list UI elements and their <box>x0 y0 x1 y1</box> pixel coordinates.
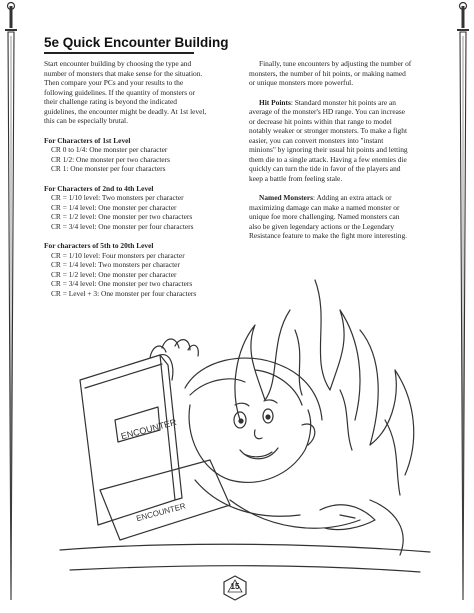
left-column <box>44 59 232 298</box>
intro-line: following guidelines. If the quantity of monsters or <box>44 87 196 97</box>
hit-points-line: keep a battle from feeling stale. <box>249 173 343 183</box>
finally-line: or unique monsters more powerful. <box>249 78 354 87</box>
named-monsters-line: also be given legendary actions or the Legendary <box>249 221 395 231</box>
hit-points-line: notably weaker or stronger monsters. To make a fight <box>249 126 407 135</box>
page-title: 5e Quick Encounter Building <box>44 35 229 50</box>
guideline-item: CR 1/2: One monster per two characters <box>51 154 171 164</box>
guideline-item: CR = 1/10 level: Four monsters per character <box>51 250 185 260</box>
right-column <box>249 59 445 241</box>
guideline-item: CR = 1/2 level: One monster per two characters <box>51 212 193 221</box>
hit-points-line: : Standard monster hit points are an <box>290 97 396 107</box>
hit-points-line: them die to a single attack. Having a few enemies die <box>249 154 407 164</box>
page-number-badge <box>222 575 248 601</box>
character-with-book-illustration <box>40 270 440 588</box>
named-monsters-line: maximizing damage can make a named monster or <box>249 202 400 212</box>
intro-line: guidelines, the encounter might be deadly. At 1st level, <box>44 106 207 116</box>
named-monsters-line: Resistance feature to make the fight more interesting. <box>249 231 408 240</box>
section-heading-1st-level: For Characters of 1st Level <box>44 135 131 145</box>
right-sword-border <box>456 0 470 613</box>
hit-points-line: average of the monster's HD range. You can increase <box>249 107 406 116</box>
hit-points-first-line <box>249 98 445 108</box>
guideline-item: CR = 1/10 level: Two monsters per character <box>51 193 184 202</box>
guideline-item: CR = 3/4 level: One monster per two characters <box>51 279 193 288</box>
hit-points-line: minions" by ignoring their usual hit points and letting <box>249 145 408 154</box>
left-sword-border <box>4 0 18 613</box>
hit-points-line: or decrease hit points within that range to model <box>249 116 392 126</box>
intro-line: Start encounter building by choosing the type and <box>44 59 192 68</box>
book-cover-text: ENCOUNTER <box>135 501 187 524</box>
named-monsters-paragraph <box>249 193 445 241</box>
hit-points-line: easier, you can convert monsters into "instant <box>249 135 384 145</box>
intro-line: their challenge rating is beyond the indicated <box>44 97 177 106</box>
guideline-item: CR = 3/4 level: One monster per four characters <box>51 221 194 231</box>
guideline-item: CR = 1/4 level: Two monsters per character <box>51 260 180 269</box>
section-heading-5th-20th-level: For characters of 5th to 20th Level <box>44 241 154 250</box>
intro-paragraph <box>44 59 232 126</box>
named-monsters-line: unique foe more challenging. Named monsters can <box>249 212 400 221</box>
book-front-text: ENCOUNTER <box>119 417 178 442</box>
intro-line: number of monsters that make sense for the situation. <box>44 68 203 78</box>
hit-points-label: Hit Points <box>259 97 291 107</box>
guideline-item: CR = 1/2 level: One monster per character <box>51 269 177 279</box>
hit-points-paragraph <box>249 98 445 184</box>
finally-line: monsters, the number of hit points, or making named <box>249 68 406 78</box>
finally-paragraph <box>249 59 445 88</box>
finally-line: Finally, tune encounters by adjusting the number of <box>259 59 412 68</box>
guideline-item: CR 1: One monster per four characters <box>51 164 166 173</box>
guideline-item: CR 0 to 1/4: One monster per character <box>51 145 168 154</box>
section-heading-2nd-4th-level: For Characters of 2nd to 4th Level <box>44 183 154 193</box>
title-underline <box>44 52 194 54</box>
hit-points-line: quickly can turn the tide in favor of the players and <box>249 164 401 173</box>
intro-line: this can be especially brutal. <box>44 116 128 125</box>
page-number: 15 <box>230 582 240 591</box>
named-monsters-label: Named Monsters <box>259 193 313 202</box>
guideline-item: CR = 1/4 level: One monster per character <box>51 202 177 212</box>
intro-line: Then compare your PCs and your results to the <box>44 78 184 87</box>
guideline-item: CR = Level + 3: One monster per four characters <box>51 288 197 298</box>
named-monsters-first-line <box>249 193 445 203</box>
named-monsters-line: : Adding an extra attack or <box>312 193 392 202</box>
